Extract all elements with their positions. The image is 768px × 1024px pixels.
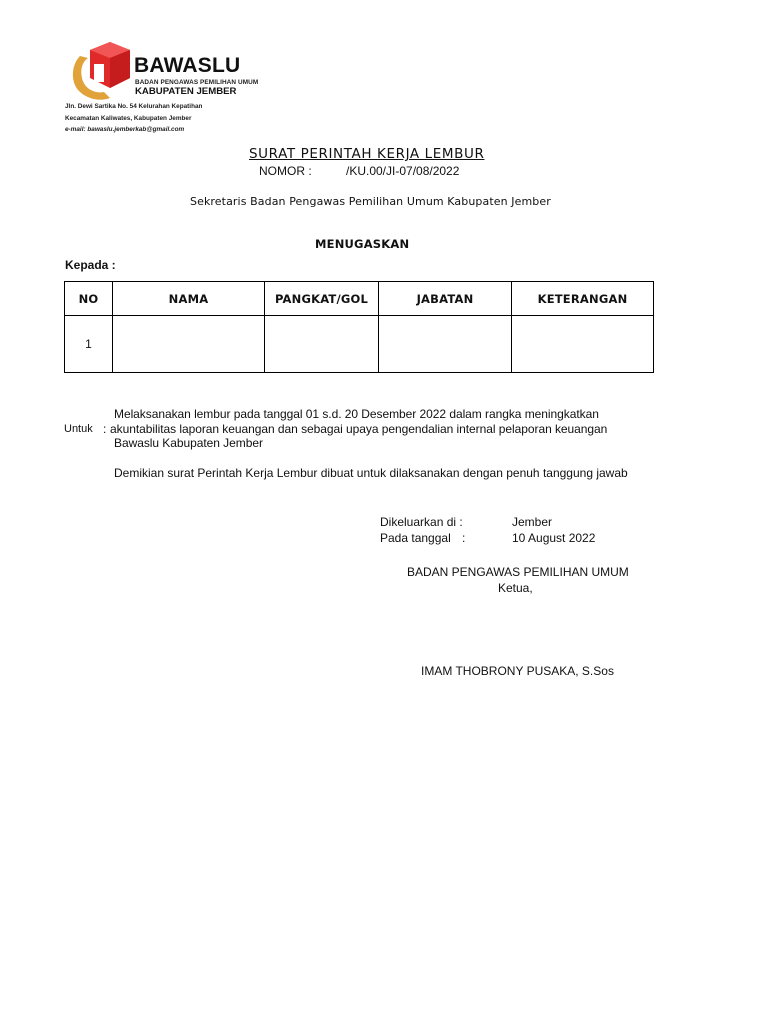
- table-row: [65, 316, 654, 373]
- cell-pangkat: [265, 316, 379, 373]
- document-title: SURAT PERINTAH KERJA LEMBUR: [249, 146, 485, 162]
- col-header-nama: NAMA: [113, 282, 265, 316]
- untuk-label: Untuk: [64, 423, 93, 435]
- cell-nama: [113, 316, 265, 373]
- purpose-line-2: akuntabilitas laporan keuangan dan sebagai upaya pengendalian internal pelaporan keuangan: [110, 422, 608, 436]
- issued-place-label: Dikeluarkan di :: [380, 515, 463, 529]
- issued-date-value: 10 August 2022: [512, 531, 596, 545]
- signatory-org: BADAN PENGAWAS PEMILIHAN UMUM: [407, 565, 629, 579]
- cell-no: 1: [65, 316, 113, 373]
- issued-place-value: Jember: [512, 515, 553, 529]
- tasking-heading: MENUGASKAN: [315, 237, 410, 251]
- address-line-2: Kecamatan Kaliwates, Kabupaten Jember: [65, 115, 192, 122]
- signatory-role: Ketua,: [498, 581, 533, 595]
- col-header-keterangan: KETERANGAN: [512, 282, 654, 316]
- closing-statement: Demikian surat Perintah Kerja Lembur dibuat untuk dilaksanakan dengan penuh tanggung jawab: [114, 466, 628, 480]
- nomor-label: NOMOR :: [259, 164, 312, 178]
- signatory-name: IMAM THOBRONY PUSAKA, S.Sos: [421, 664, 614, 678]
- cell-jabatan: [379, 316, 512, 373]
- address-line-1: Jln. Dewi Sartika No. 54 Kelurahan Kepatihan: [65, 103, 203, 110]
- col-header-jabatan: JABATAN: [379, 282, 512, 316]
- org-subtitle: BADAN PENGAWAS PEMILIHAN UMUM: [135, 79, 259, 86]
- nomor-value: /KU.00/JI-07/08/2022: [346, 164, 460, 178]
- table-header-row: [65, 282, 654, 316]
- org-region: KABUPATEN JEMBER: [135, 86, 237, 97]
- email-line: e-mail: bawaslu.jemberkab@gmail.com: [65, 126, 185, 133]
- col-header-no: NO: [65, 282, 113, 316]
- kepada-label: Kepada :: [65, 258, 116, 272]
- cell-keterangan: [512, 316, 654, 373]
- untuk-colon: :: [103, 422, 107, 436]
- purpose-line-3: Bawaslu Kabupaten Jember: [114, 436, 263, 450]
- staff-table: [64, 281, 654, 373]
- org-name: BAWASLU: [134, 54, 241, 77]
- issued-date-colon: :: [462, 531, 466, 545]
- col-header-pangkat: PANGKAT/GOL: [265, 282, 379, 316]
- bawaslu-logo-icon: [70, 42, 132, 102]
- purpose-line-1: Melaksanakan lembur pada tanggal 01 s.d. 20 Desember 2022 dalam rangka meningkatkan: [114, 407, 599, 421]
- issuer-line: Sekretaris Badan Pengawas Pemilihan Umum Kabupaten Jember: [190, 195, 551, 208]
- issued-date-label: Pada tanggal: [380, 531, 451, 545]
